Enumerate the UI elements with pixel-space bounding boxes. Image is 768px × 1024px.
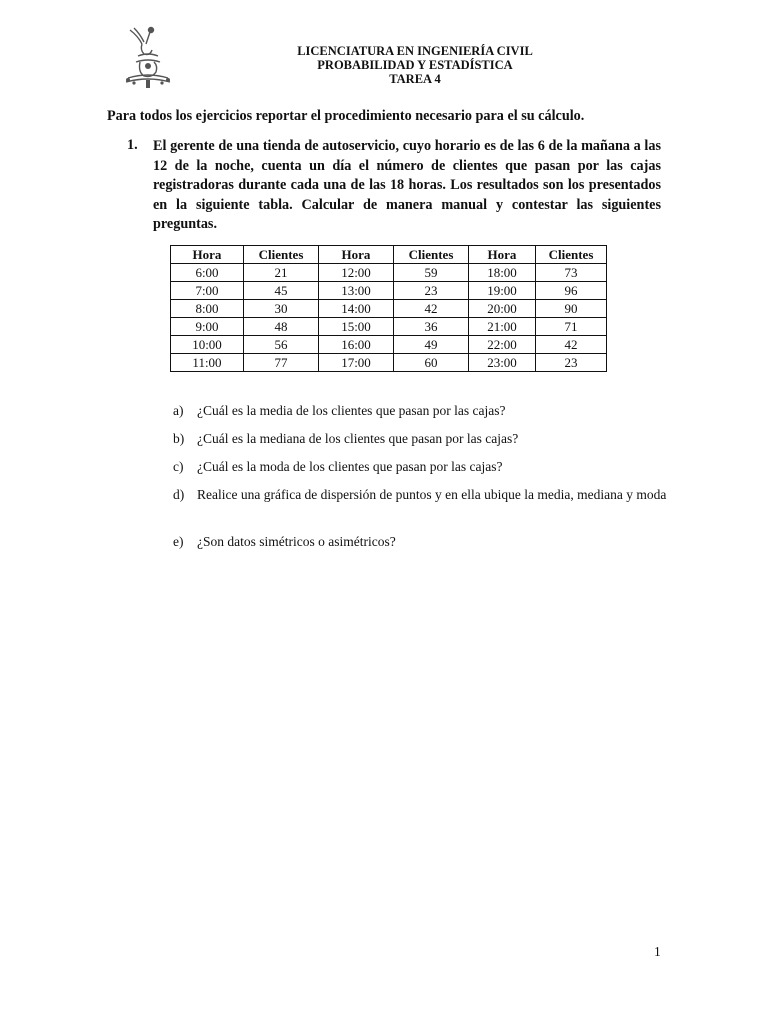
table-cell: 30 <box>244 300 319 318</box>
table-cell: 10:00 <box>171 336 244 354</box>
table-cell: 7:00 <box>171 282 244 300</box>
table-cell: 77 <box>244 354 319 372</box>
table-cell: 21:00 <box>469 318 536 336</box>
table-cell: 23 <box>536 354 607 372</box>
header-line-1: LICENCIATURA EN INGENIERÍA CIVIL <box>297 44 533 58</box>
table-cell: 19:00 <box>469 282 536 300</box>
question-text: ¿Son datos simétricos o asimétricos? <box>197 534 396 549</box>
header-line-2: PROBABILIDAD Y ESTADÍSTICA <box>317 58 513 72</box>
table-cell: 49 <box>394 336 469 354</box>
column-header: Hora <box>469 246 536 264</box>
customers-table <box>170 245 607 372</box>
question-text: ¿Cuál es la media de los clientes que pasan por las cajas? <box>197 403 506 418</box>
table-row <box>171 300 607 318</box>
table-row <box>171 318 607 336</box>
column-header: Clientes <box>536 246 607 264</box>
column-header: Clientes <box>394 246 469 264</box>
question-label: d) <box>173 487 185 502</box>
table-cell: 20:00 <box>469 300 536 318</box>
table-cell: 11:00 <box>171 354 244 372</box>
table-cell: 9:00 <box>171 318 244 336</box>
table-row <box>171 282 607 300</box>
exercise-statement: El gerente de una tienda de autoservicio, cuyo horario es de las 6 de la mañana a las 12 de la noche, cuenta un día el número de clientes que pasan por las cajas registradoras durante cada una de las 18 horas. Los resultados son los presentados en la siguiente tabla. Calcular de manera manual y contestar las siguientes preguntas. <box>153 138 661 232</box>
column-header: Hora <box>171 246 244 264</box>
question-label: a) <box>173 403 184 418</box>
table-cell: 22:00 <box>469 336 536 354</box>
table-cell: 60 <box>394 354 469 372</box>
table-row <box>171 354 607 372</box>
table-cell: 17:00 <box>319 354 394 372</box>
table-header-row <box>171 246 607 264</box>
table-cell: 48 <box>244 318 319 336</box>
table-cell: 18:00 <box>469 264 536 282</box>
table-cell: 96 <box>536 282 607 300</box>
table-cell: 23 <box>394 282 469 300</box>
exercise-number: 1. <box>127 137 138 153</box>
table-cell: 6:00 <box>171 264 244 282</box>
question-label: c) <box>173 459 184 474</box>
table-cell: 15:00 <box>319 318 394 336</box>
table-cell: 14:00 <box>319 300 394 318</box>
table-cell: 36 <box>394 318 469 336</box>
table-cell: 56 <box>244 336 319 354</box>
table-cell: 90 <box>536 300 607 318</box>
table-cell: 59 <box>394 264 469 282</box>
question-label: b) <box>173 431 185 446</box>
column-header: Clientes <box>244 246 319 264</box>
table-cell: 73 <box>536 264 607 282</box>
column-header: Hora <box>319 246 394 264</box>
table-row <box>171 336 607 354</box>
table-row <box>171 264 607 282</box>
table-cell: 42 <box>394 300 469 318</box>
table-cell: 21 <box>244 264 319 282</box>
table-cell: 13:00 <box>319 282 394 300</box>
table-cell: 16:00 <box>319 336 394 354</box>
intro-instruction: Para todos los ejercicios reportar el procedimiento necesario para el su cálculo. <box>107 108 585 124</box>
table-cell: 71 <box>536 318 607 336</box>
header-line-3: TAREA 4 <box>389 72 441 86</box>
table-cell: 45 <box>244 282 319 300</box>
question-text: ¿Cuál es la mediana de los clientes que pasan por las cajas? <box>197 431 519 446</box>
document-header <box>0 44 768 86</box>
table-cell: 42 <box>536 336 607 354</box>
question-label: e) <box>173 534 184 549</box>
question-text: Realice una gráfica de dispersión de puntos y en ella ubique la media, mediana y moda <box>197 487 667 502</box>
page-number: 1 <box>654 944 661 959</box>
table-cell: 8:00 <box>171 300 244 318</box>
question-text: ¿Cuál es la moda de los clientes que pasan por las cajas? <box>197 459 503 474</box>
table-cell: 23:00 <box>469 354 536 372</box>
table-cell: 12:00 <box>319 264 394 282</box>
